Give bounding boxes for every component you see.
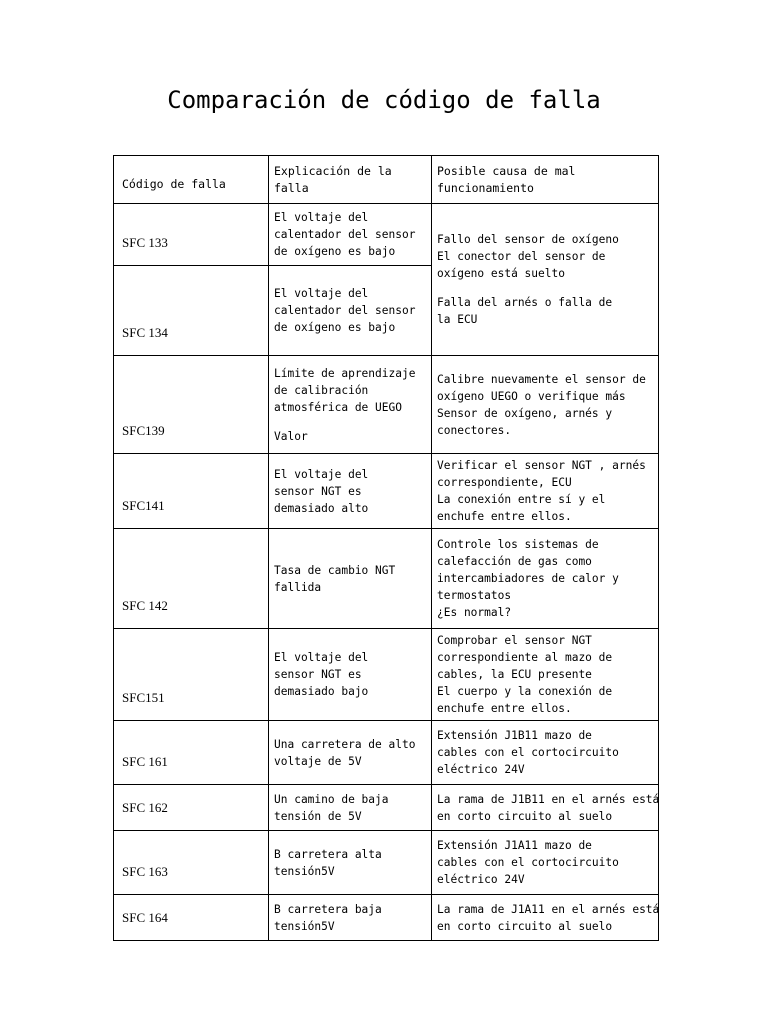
header-cause bbox=[432, 156, 659, 204]
cell-line: tensión5V bbox=[274, 864, 335, 878]
cause-cell bbox=[432, 454, 659, 529]
cell-line: eléctrico 24V bbox=[437, 763, 525, 776]
cell-line: voltaje de 5V bbox=[274, 754, 362, 768]
cell-line: Un camino de baja bbox=[274, 792, 389, 806]
cell-line: Tasa de cambio NGT bbox=[274, 563, 396, 577]
cell-line: tensión5V bbox=[274, 919, 335, 933]
cell-line: Límite de aprendizaje bbox=[274, 366, 416, 380]
table-header-row bbox=[114, 156, 659, 204]
fault-code-cell: SFC 164 bbox=[114, 895, 269, 941]
cell-line: enchufe entre ellos. bbox=[437, 510, 572, 523]
explanation-cell bbox=[269, 785, 432, 831]
fault-code-cell: SFC 161 bbox=[114, 721, 269, 785]
table-body bbox=[114, 204, 659, 941]
cell-line: El voltaje del bbox=[274, 651, 369, 664]
header-explanation bbox=[269, 156, 432, 204]
cell-line: sensor NGT es bbox=[274, 484, 362, 498]
fault-code-cell: SFC 134 bbox=[114, 266, 269, 356]
cell-line: de oxígeno es bajo bbox=[274, 321, 396, 334]
cell-line: calefacción de gas como bbox=[437, 555, 592, 568]
explanation-cell bbox=[269, 454, 432, 529]
cell-line: en corto circuito al suelo bbox=[437, 919, 613, 933]
cell-line: Falla del arnés o falla de bbox=[437, 296, 613, 309]
cell-line: Sensor de oxígeno, arnés y bbox=[437, 406, 613, 420]
cell-line: Fallo del sensor de oxígeno bbox=[437, 233, 619, 246]
table-row bbox=[114, 204, 659, 266]
table-row bbox=[114, 831, 659, 895]
cause-cell bbox=[432, 831, 659, 895]
cause-cell bbox=[432, 895, 659, 941]
cell-line: sensor NGT es bbox=[274, 668, 362, 681]
cause-cell bbox=[432, 204, 659, 356]
fault-code-cell: SFC 133 bbox=[114, 204, 269, 266]
cell-line: cables, la ECU presente bbox=[437, 668, 592, 681]
cause-cell bbox=[432, 529, 659, 629]
explanation-cell bbox=[269, 721, 432, 785]
cause-cell bbox=[432, 629, 659, 721]
cell-line: de oxígeno es bajo bbox=[274, 245, 396, 258]
cell-line: Calibre nuevamente el sensor de bbox=[437, 372, 646, 386]
cell-line: La conexión entre sí y el bbox=[437, 493, 606, 506]
cause-cell bbox=[432, 356, 659, 454]
header-explanation-text: Explicación de la falla bbox=[274, 163, 392, 195]
fault-code-table bbox=[113, 155, 659, 941]
table-row bbox=[114, 529, 659, 629]
header-fault-code-text: Código de falla bbox=[122, 177, 226, 191]
cause-cell bbox=[432, 785, 659, 831]
cell-line: Extensión J1B11 mazo de bbox=[437, 729, 592, 742]
cell-line: demasiado bajo bbox=[274, 685, 369, 698]
cell-line: la ECU bbox=[437, 313, 478, 326]
cell-line: calentador del sensor bbox=[274, 304, 416, 317]
explanation-cell bbox=[269, 266, 432, 356]
fault-code-cell: SFC139 bbox=[114, 356, 269, 454]
fault-code-cell: SFC 162 bbox=[114, 785, 269, 831]
cell-line: conectores. bbox=[437, 423, 512, 437]
cell-line: B carretera baja bbox=[274, 902, 382, 916]
table-row bbox=[114, 356, 659, 454]
cell-line: de calibración bbox=[274, 383, 369, 397]
cell-line: Comprobar el sensor NGT bbox=[437, 634, 592, 647]
explanation-cell bbox=[269, 356, 432, 454]
cell-line: oxígeno UEGO o verifique más bbox=[437, 389, 626, 403]
table-row bbox=[114, 629, 659, 721]
explanation-cell bbox=[269, 204, 432, 266]
cell-line: B carretera alta bbox=[274, 847, 382, 861]
cell-line: Controle los sistemas de bbox=[437, 538, 599, 551]
cell-line: fallida bbox=[274, 580, 322, 594]
cell-line: La rama de J1A11 en el arnés está bbox=[437, 902, 660, 916]
cell-line bbox=[437, 282, 653, 294]
cell-line bbox=[274, 416, 426, 428]
cell-line: demasiado alto bbox=[274, 501, 369, 515]
cell-line: atmosférica de UEGO bbox=[274, 400, 402, 414]
explanation-cell bbox=[269, 831, 432, 895]
explanation-cell bbox=[269, 629, 432, 721]
cell-line: en corto circuito al suelo bbox=[437, 809, 613, 823]
table-row bbox=[114, 454, 659, 529]
cell-line: oxígeno está suelto bbox=[437, 267, 565, 280]
cell-line: correspondiente, ECU bbox=[437, 476, 572, 489]
cause-cell bbox=[432, 721, 659, 785]
cell-line: calentador del sensor bbox=[274, 228, 416, 241]
cell-line: ¿Es normal? bbox=[437, 606, 512, 619]
cell-line: tensión de 5V bbox=[274, 809, 362, 823]
table-row bbox=[114, 895, 659, 941]
header-fault-code bbox=[114, 156, 269, 204]
cell-line: termostatos bbox=[437, 589, 512, 602]
header-cause-text: Posible causa de mal funcionamiento bbox=[437, 163, 576, 195]
fault-code-cell: SFC 163 bbox=[114, 831, 269, 895]
cell-line: enchufe entre ellos. bbox=[437, 702, 572, 715]
fault-code-cell: SFC 142 bbox=[114, 529, 269, 629]
fault-code-cell: SFC151 bbox=[114, 629, 269, 721]
cell-line: Valor bbox=[274, 429, 308, 443]
explanation-cell bbox=[269, 529, 432, 629]
cell-line: Una carretera de alto bbox=[274, 737, 416, 751]
cell-line: La rama de J1B11 en el arnés está bbox=[437, 792, 660, 806]
cell-line: El voltaje del bbox=[274, 211, 369, 224]
cell-line: El conector del sensor de bbox=[437, 250, 606, 263]
cell-line: cables con el cortocircuito bbox=[437, 746, 619, 759]
cell-line: Verificar el sensor NGT , arnés bbox=[437, 459, 646, 472]
explanation-cell bbox=[269, 895, 432, 941]
table-row bbox=[114, 721, 659, 785]
cell-line: correspondiente al mazo de bbox=[437, 651, 613, 664]
cell-line: cables con el cortocircuito bbox=[437, 856, 619, 869]
page-title: Comparación de código de falla bbox=[167, 86, 601, 114]
cell-line: Extensión J1A11 mazo de bbox=[437, 839, 592, 852]
cell-line: El voltaje del bbox=[274, 467, 369, 481]
cell-line: eléctrico 24V bbox=[437, 873, 525, 886]
fault-code-cell: SFC141 bbox=[114, 454, 269, 529]
cell-line: intercambiadores de calor y bbox=[437, 572, 619, 585]
cell-line: El cuerpo y la conexión de bbox=[437, 685, 613, 698]
table-row bbox=[114, 785, 659, 831]
cell-line: El voltaje del bbox=[274, 287, 369, 300]
